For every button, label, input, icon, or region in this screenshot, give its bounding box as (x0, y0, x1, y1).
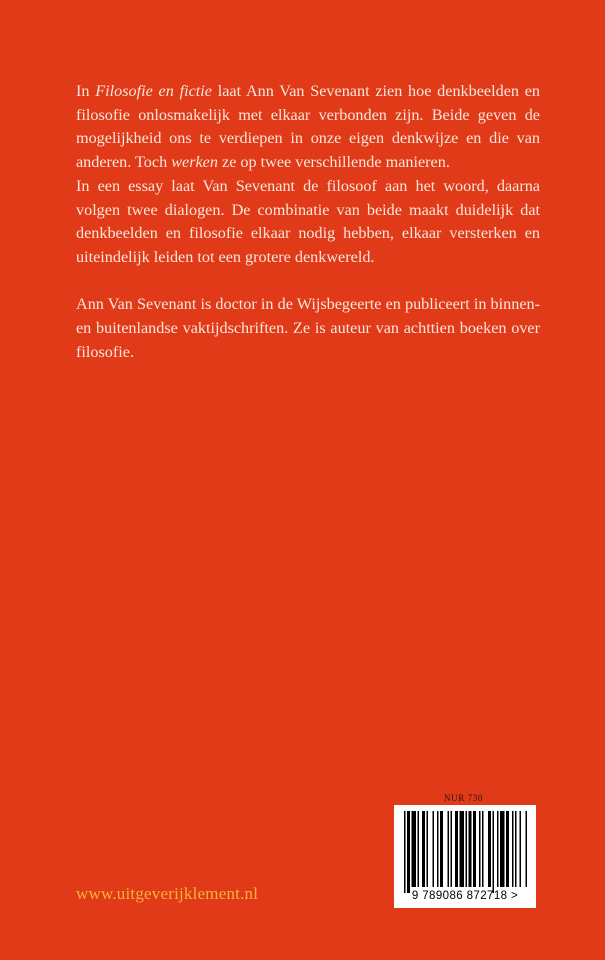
barcode-bar (479, 811, 481, 887)
barcode-bar (448, 811, 450, 887)
barcode-bar (506, 811, 509, 887)
barcode-bar (407, 811, 410, 893)
barcode-bar (515, 811, 517, 887)
barcode-bar (427, 811, 429, 887)
barcode-bar (493, 811, 495, 893)
barcode-bar (500, 811, 505, 887)
blurb-text: In (76, 82, 96, 100)
barcode-bar (466, 811, 468, 887)
barcode-bar (422, 811, 425, 887)
blurb-paragraph-intro (76, 80, 540, 175)
barcode-bar (488, 811, 491, 887)
book-title: Filosofie en fictie (95, 82, 212, 100)
barcode-bar (497, 811, 499, 887)
barcode-bar (473, 811, 476, 887)
barcode-bar (440, 811, 443, 887)
emphasis-text: werken (171, 153, 218, 172)
barcode-bar (482, 811, 484, 887)
isbn-digits: 9 789086 872718 > (411, 890, 519, 902)
publisher-website: www.uitgeverijklement.nl (76, 884, 259, 903)
author-bio: Ann Van Sevenant is doctor in de Wijsbegeerte en publiceert in binnen- en buitenlandse vaktijdschriften. Ze is auteur van achttien boeken over filosofie. (76, 295, 540, 361)
barcode-bar (455, 811, 458, 887)
barcode-bar (512, 811, 514, 887)
barcode-bar (520, 811, 522, 887)
barcode-bar (412, 811, 417, 887)
barcode-bar (460, 811, 465, 887)
barcode-bar (469, 811, 472, 887)
back-cover-blurb (76, 80, 540, 364)
barcode-bar (433, 811, 435, 887)
barcode-bar (451, 811, 453, 887)
barcode-bar (526, 811, 528, 887)
barcode-bar (404, 811, 406, 893)
blurb-paragraph-essay: In een essay laat Van Sevenant de filosoof aan het woord, daarna volgen twee dialogen. De combinatie van beide maakt duidelijk dat denkbeelden en filosofie elkaar nodig hebben, elkaar versterken en uiteindelijk leiden tot een grotere denkwereld. (76, 176, 540, 266)
barcode-bar (418, 811, 420, 887)
paragraph-spacer (76, 270, 540, 294)
barcode-bar (437, 811, 439, 887)
nur-code: NUR 730 (444, 793, 483, 803)
blurb-text: ze op twee verschillende manieren. (217, 153, 450, 172)
isbn-barcode (394, 805, 536, 908)
blurb-text: laat Ann Van Sevenant zien hoe denkbeelden en filosofie onlosmakelijk met elkaar verbonden zijn. Beide geven de mogelijkheid ons te verdiepen in onze eigen denkwijze en die van anderen. Toch (76, 82, 541, 172)
